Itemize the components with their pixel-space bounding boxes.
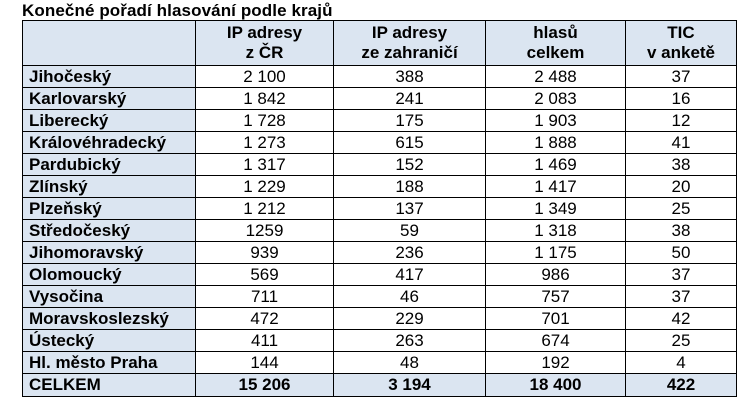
ip-cr-cell: 1 273 (196, 132, 334, 154)
ip-cr-cell: 472 (196, 308, 334, 330)
region-name-cell: Ústecký (23, 330, 196, 352)
table-body (23, 66, 737, 374)
region-name-cell: Královéhradecký (23, 132, 196, 154)
ip-abroad-cell: 137 (334, 198, 486, 220)
ip-cr-cell: 569 (196, 264, 334, 286)
table-row (23, 176, 737, 198)
tic-cell: 41 (626, 132, 737, 154)
region-name-cell: Karlovarský (23, 88, 196, 110)
ip-cr-cell: 411 (196, 330, 334, 352)
table-row (23, 264, 737, 286)
ip-abroad-cell: 188 (334, 176, 486, 198)
column-header-total-votes (486, 21, 626, 66)
table-row (23, 198, 737, 220)
tic-cell: 50 (626, 242, 737, 264)
ip-cr-cell: 1 317 (196, 154, 334, 176)
total-votes-cell: 757 (486, 286, 626, 308)
total-ip-cr: 15 206 (196, 374, 334, 397)
column-header-tic (626, 21, 737, 66)
region-name-cell: Středočeský (23, 220, 196, 242)
region-name-cell: Hl. město Praha (23, 352, 196, 374)
tic-cell: 37 (626, 286, 737, 308)
region-name-cell: Moravskoslezský (23, 308, 196, 330)
total-votes-cell: 674 (486, 330, 626, 352)
tic-cell: 16 (626, 88, 737, 110)
ip-cr-cell: 711 (196, 286, 334, 308)
column-header-ip-abroad (334, 21, 486, 66)
tic-cell: 37 (626, 66, 737, 88)
ip-abroad-cell: 175 (334, 110, 486, 132)
tic-cell: 37 (626, 264, 737, 286)
column-header-line: IP adresy (226, 23, 303, 42)
column-header-line: celkem (526, 43, 585, 62)
ip-cr-cell: 1 728 (196, 110, 334, 132)
ip-abroad-cell: 417 (334, 264, 486, 286)
ip-abroad-cell: 236 (334, 242, 486, 264)
tic-cell: 4 (626, 352, 737, 374)
ip-abroad-cell: 615 (334, 132, 486, 154)
region-name-cell: Zlínský (23, 176, 196, 198)
table-row (23, 352, 737, 374)
tic-cell: 25 (626, 330, 737, 352)
region-name-cell: Vysočina (23, 286, 196, 308)
ip-cr-cell: 144 (196, 352, 334, 374)
total-label: CELKEM (23, 374, 196, 397)
total-votes-cell: 1 417 (486, 176, 626, 198)
total-votes-cell: 1 469 (486, 154, 626, 176)
total-votes-cell: 1 349 (486, 198, 626, 220)
total-votes: 18 400 (486, 374, 626, 397)
table-row (23, 308, 737, 330)
total-tic: 422 (626, 374, 737, 397)
table-row (23, 66, 737, 88)
ip-abroad-cell: 48 (334, 352, 486, 374)
ip-cr-cell: 939 (196, 242, 334, 264)
total-votes-cell: 1 888 (486, 132, 626, 154)
ip-abroad-cell: 46 (334, 286, 486, 308)
tic-cell: 25 (626, 198, 737, 220)
ip-abroad-cell: 241 (334, 88, 486, 110)
total-votes-cell: 986 (486, 264, 626, 286)
total-row (23, 374, 737, 397)
table-row (23, 132, 737, 154)
column-header-line: TIC (667, 23, 695, 42)
table-row (23, 330, 737, 352)
ip-cr-cell: 2 100 (196, 66, 334, 88)
tic-cell: 42 (626, 308, 737, 330)
ip-cr-cell: 1259 (196, 220, 334, 242)
header-row (23, 21, 737, 66)
column-header-line: z ČR (245, 43, 284, 62)
table-row (23, 88, 737, 110)
table-row (23, 286, 737, 308)
ip-abroad-cell: 229 (334, 308, 486, 330)
total-votes-cell: 192 (486, 352, 626, 374)
tic-cell: 20 (626, 176, 737, 198)
region-name-cell: Pardubický (23, 154, 196, 176)
tic-cell: 12 (626, 110, 737, 132)
ip-abroad-cell: 59 (334, 220, 486, 242)
column-header-line: ze zahraničí (361, 43, 458, 62)
table-row (23, 110, 737, 132)
total-votes-cell: 1 903 (486, 110, 626, 132)
total-votes-cell: 701 (486, 308, 626, 330)
total-votes-cell: 1 318 (486, 220, 626, 242)
column-header-ip-cr (196, 21, 334, 66)
region-name-cell: Plzeňský (23, 198, 196, 220)
region-name-cell: Liberecký (23, 110, 196, 132)
table-title: Konečné pořadí hlasování podle krajů (22, 1, 333, 20)
ip-abroad-cell: 388 (334, 66, 486, 88)
tic-cell: 38 (626, 154, 737, 176)
column-header-line: v anketě (646, 43, 716, 62)
column-header-line: IP adresy (371, 23, 448, 42)
total-ip-abroad: 3 194 (334, 374, 486, 397)
table-row (23, 220, 737, 242)
results-table (22, 20, 737, 397)
tic-cell: 38 (626, 220, 737, 242)
ip-abroad-cell: 152 (334, 154, 486, 176)
ip-cr-cell: 1 212 (196, 198, 334, 220)
ip-abroad-cell: 263 (334, 330, 486, 352)
region-name-cell: Jihomoravský (23, 242, 196, 264)
ip-cr-cell: 1 229 (196, 176, 334, 198)
region-name-cell: Olomoucký (23, 264, 196, 286)
header-corner-cell (23, 21, 196, 66)
region-name-cell: Jihočeský (23, 66, 196, 88)
column-header-line: hlasů (533, 23, 578, 42)
total-votes-cell: 2 488 (486, 66, 626, 88)
table-row (23, 242, 737, 264)
ip-cr-cell: 1 842 (196, 88, 334, 110)
table-row (23, 154, 737, 176)
total-votes-cell: 2 083 (486, 88, 626, 110)
total-votes-cell: 1 175 (486, 242, 626, 264)
